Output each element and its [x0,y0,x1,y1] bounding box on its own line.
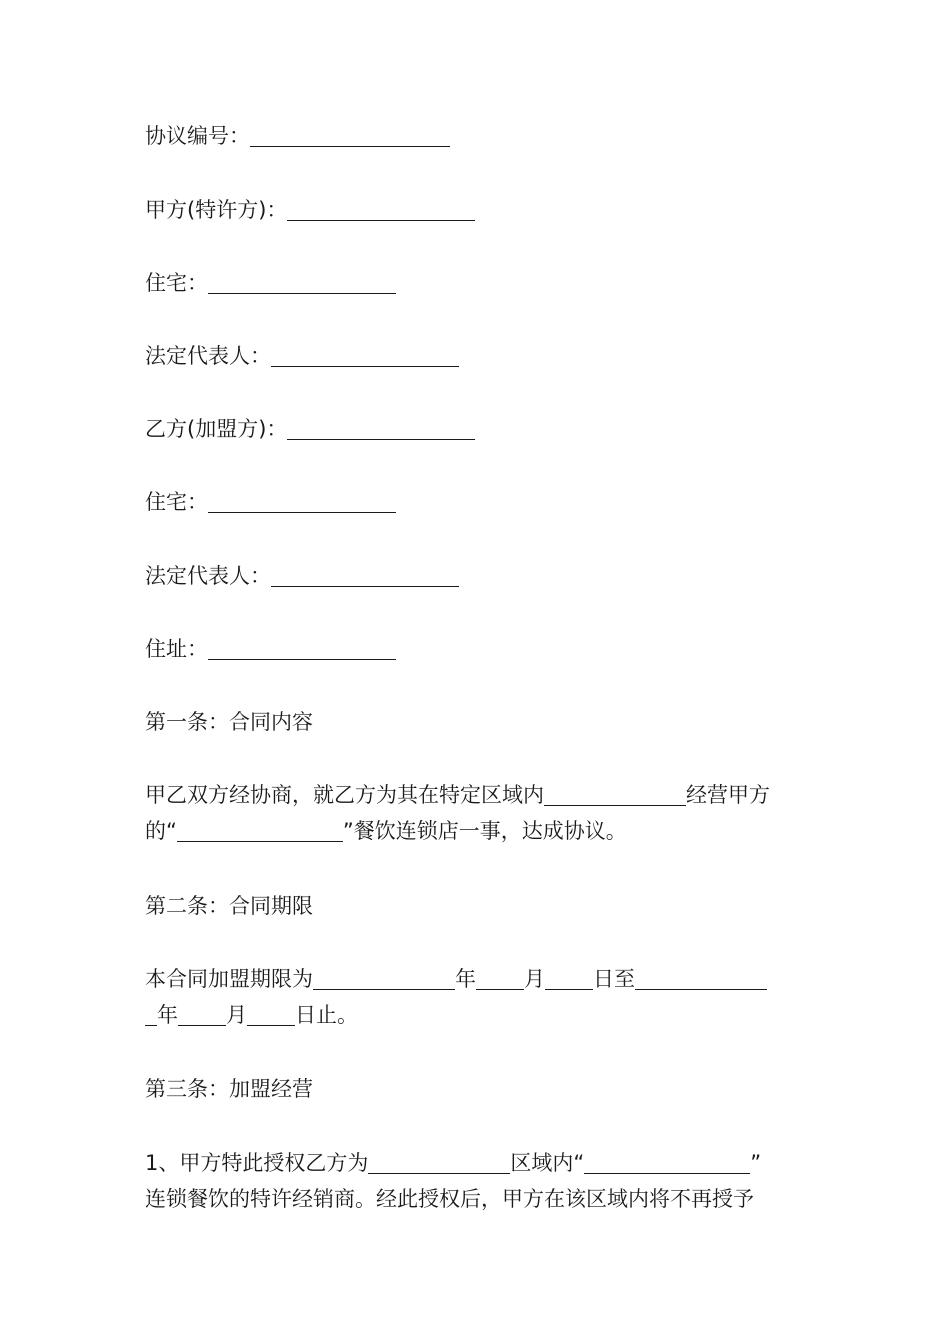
article3-text-c: ” [750,1151,762,1175]
party-b-residence-blank[interactable] [208,490,396,513]
article3-text-b: 区域内“ [510,1151,585,1175]
party-b-label: 乙方(加盟方)： [145,417,288,441]
party-b-rep-blank[interactable] [271,564,459,587]
day-end-label: 日止。 [295,1003,358,1027]
party-b-residence-line [145,484,396,520]
start-year-blank[interactable] [313,967,455,990]
article3-para-line2: 连锁餐饮的特许经销商。经此授权后，甲方在该区域内将不再授予 [145,1187,754,1211]
end-year-blank-cont[interactable] [145,1003,157,1026]
year-label-1: 年 [455,967,476,991]
party-a-blank[interactable] [287,198,475,221]
party-b-rep-line [145,558,459,594]
month-label-1: 月 [524,967,545,991]
party-a-rep-blank[interactable] [271,344,459,367]
agreement-no-blank[interactable] [250,124,450,147]
party-b-address-label: 住址： [145,637,208,661]
year-label-2: 年 [157,1003,178,1027]
article2-text-a: 本合同加盟期限为 [145,967,313,991]
party-a-label: 甲方(特许方)： [145,198,288,222]
start-day-blank[interactable] [545,967,593,990]
agreement-no-label: 协议编号： [145,124,250,148]
party-b-rep-label: 法定代表人： [145,564,271,588]
article1-text-b: 经营甲方 [686,783,770,807]
party-b-address-line [145,631,396,667]
month-label-2: 月 [226,1003,247,1027]
party-a-line [145,192,475,228]
party-b-line [145,411,475,447]
end-year-blank[interactable] [635,967,767,990]
article3-para-line1 [145,1145,761,1181]
agreement-no-line [145,118,450,154]
party-a-rep-label: 法定代表人： [145,344,271,368]
start-month-blank[interactable] [476,967,524,990]
party-a-rep-line [145,338,459,374]
article3-text-a: 1、甲方特此授权乙方为 [145,1151,369,1175]
party-b-residence-label: 住宅： [145,490,208,514]
party-a-residence-blank[interactable] [208,271,396,294]
article1-brand-blank[interactable] [177,819,343,842]
article2-para-line1 [145,961,767,997]
party-b-address-blank[interactable] [208,637,396,660]
article1-text-c: 的“ [145,819,177,843]
end-day-blank[interactable] [247,1003,295,1026]
article1-title: 第一条：合同内容 [145,710,313,734]
article1-para-line2 [145,813,627,849]
article3-brand-blank[interactable] [584,1151,750,1174]
party-a-residence-line [145,265,396,301]
article2-title: 第二条：合同期限 [145,894,313,918]
article1-text-a: 甲乙双方经协商，就乙方为其在特定区域内 [145,783,544,807]
party-b-blank[interactable] [287,417,475,440]
party-a-residence-label: 住宅： [145,271,208,295]
article1-region-blank[interactable] [544,783,686,806]
end-month-blank[interactable] [178,1003,226,1026]
article3-region-blank[interactable] [368,1151,510,1174]
article2-para-line2 [145,997,358,1033]
article3-title: 第三条：加盟经营 [145,1077,313,1101]
article1-text-d: ”餐饮连锁店一事，达成协议。 [342,819,627,843]
day-to-label: 日至 [593,967,635,991]
article1-para-line1 [145,777,770,813]
